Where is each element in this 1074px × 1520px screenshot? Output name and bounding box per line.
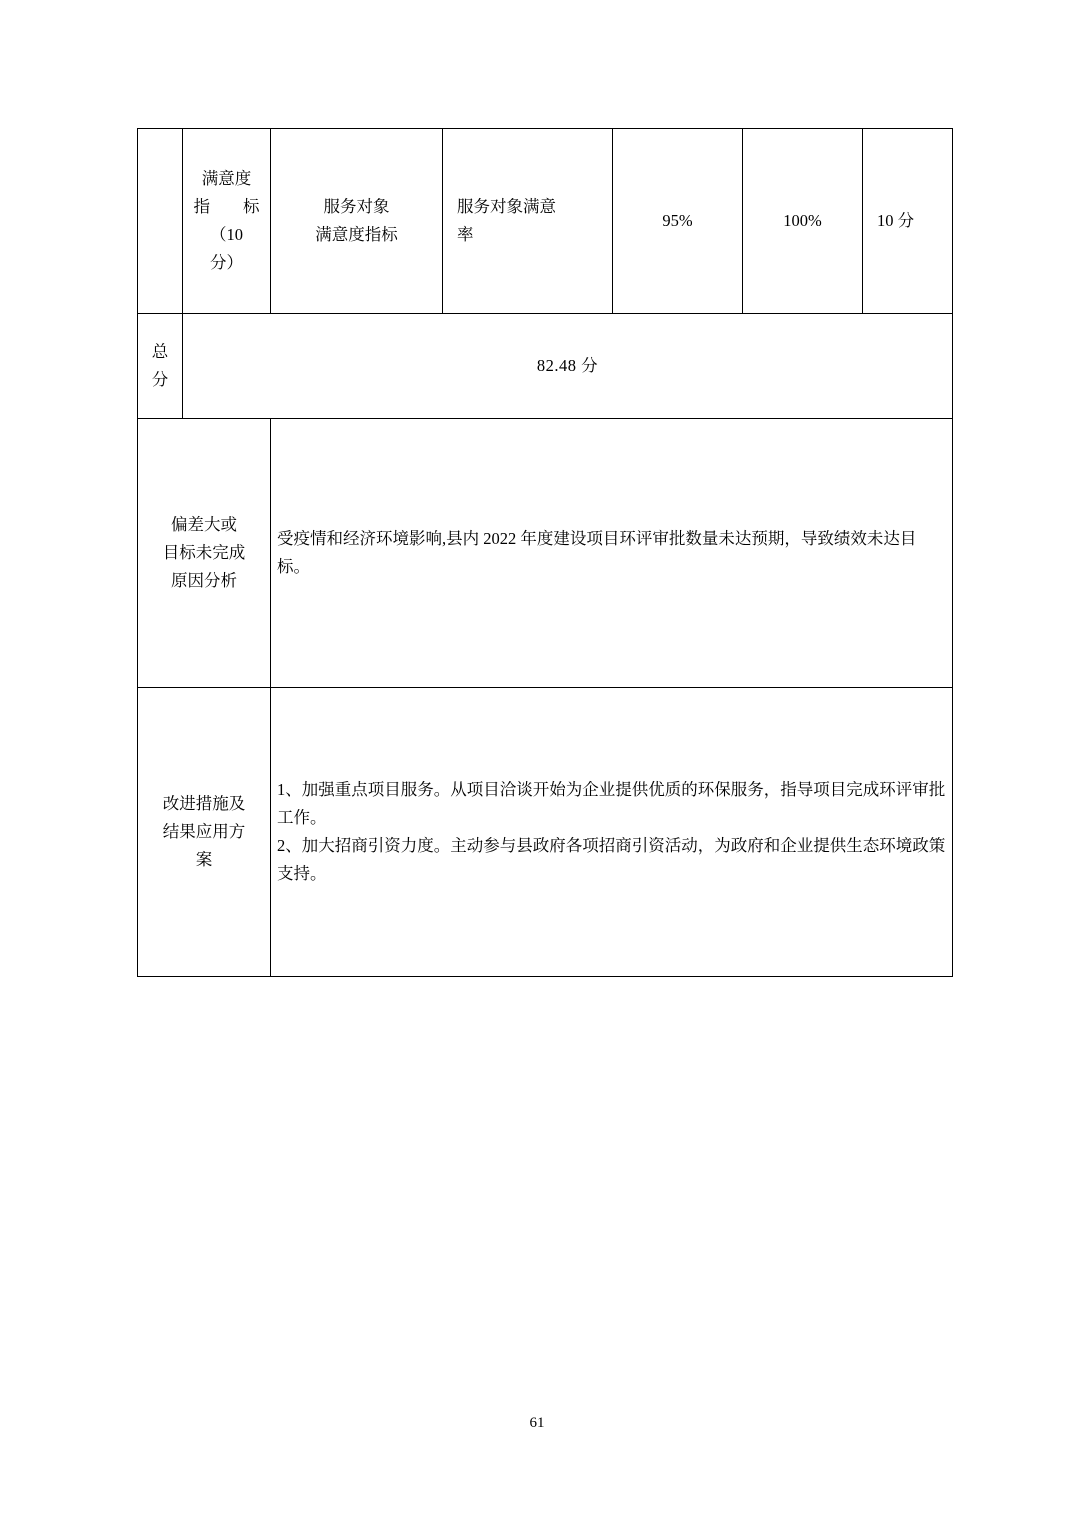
satisfaction-actual-value: 100% (743, 129, 863, 314)
satisfaction-category-cell (183, 129, 271, 314)
satisfaction-category-line-3: （10 (210, 225, 243, 244)
improvement-measures-label (138, 688, 271, 977)
improvement-measures-label-line-2: 结果应用方 (162, 821, 246, 841)
satisfaction-target-value: 95% (613, 129, 743, 314)
improvement-measures-label-line-3: 案 (195, 850, 213, 870)
deviation-reason-paragraph: 受疫情和经济环境影响,县内 2022 年度建设项目环评审批数量未达预期，导致绩效未达目标。 (277, 528, 917, 576)
satisfaction-indicator-name-cell (443, 129, 613, 314)
satisfaction-category-line-1: 满意度 (201, 168, 252, 188)
table-row (138, 419, 953, 688)
improvement-measures-content (271, 688, 953, 977)
page-number: 61 (529, 1415, 545, 1431)
deviation-reason-label (138, 419, 271, 688)
deviation-reason-label-line-2: 目标未完成 (162, 542, 246, 562)
satisfaction-indicator-name-line-2: 率 (457, 225, 474, 244)
total-score-value: 82.48 分 (183, 314, 953, 419)
satisfaction-subindicator-cell (271, 129, 443, 314)
improvement-measures-paragraph-1: 1、加强重点项目服务。从项目洽谈开始为企业提供优质的环保服务，指导项目完成环评审批工作。 (277, 779, 946, 827)
total-score-label-line-1: 总 (151, 341, 169, 361)
satisfaction-subindicator-line-1: 服务对象 (323, 196, 390, 216)
satisfaction-category-line-2: 指 标 (193, 196, 260, 216)
performance-evaluation-table (137, 128, 953, 977)
satisfaction-empty-cell (138, 129, 183, 314)
deviation-reason-content (271, 419, 953, 688)
deviation-reason-label-line-1: 偏差大或 (171, 514, 237, 534)
table-row (138, 314, 953, 419)
improvement-measures-paragraph-2: 2、加大招商引资力度。主动参与县政府各项招商引资活动，为政府和企业提供生态环境政策支持。 (277, 836, 946, 884)
satisfaction-category-line-4: 分） (210, 253, 243, 273)
table-row (138, 129, 953, 314)
improvement-measures-label-line-1: 改进措施及 (162, 793, 246, 813)
deviation-reason-label-line-3: 原因分析 (171, 571, 237, 591)
total-score-label-line-2: 分 (151, 370, 169, 389)
satisfaction-indicator-name-line-1: 服务对象满意 (457, 196, 556, 216)
total-score-label (138, 314, 183, 419)
table-row (138, 688, 953, 977)
satisfaction-score-value: 10 分 (863, 129, 953, 314)
satisfaction-subindicator-line-2: 满意度指标 (315, 225, 398, 244)
